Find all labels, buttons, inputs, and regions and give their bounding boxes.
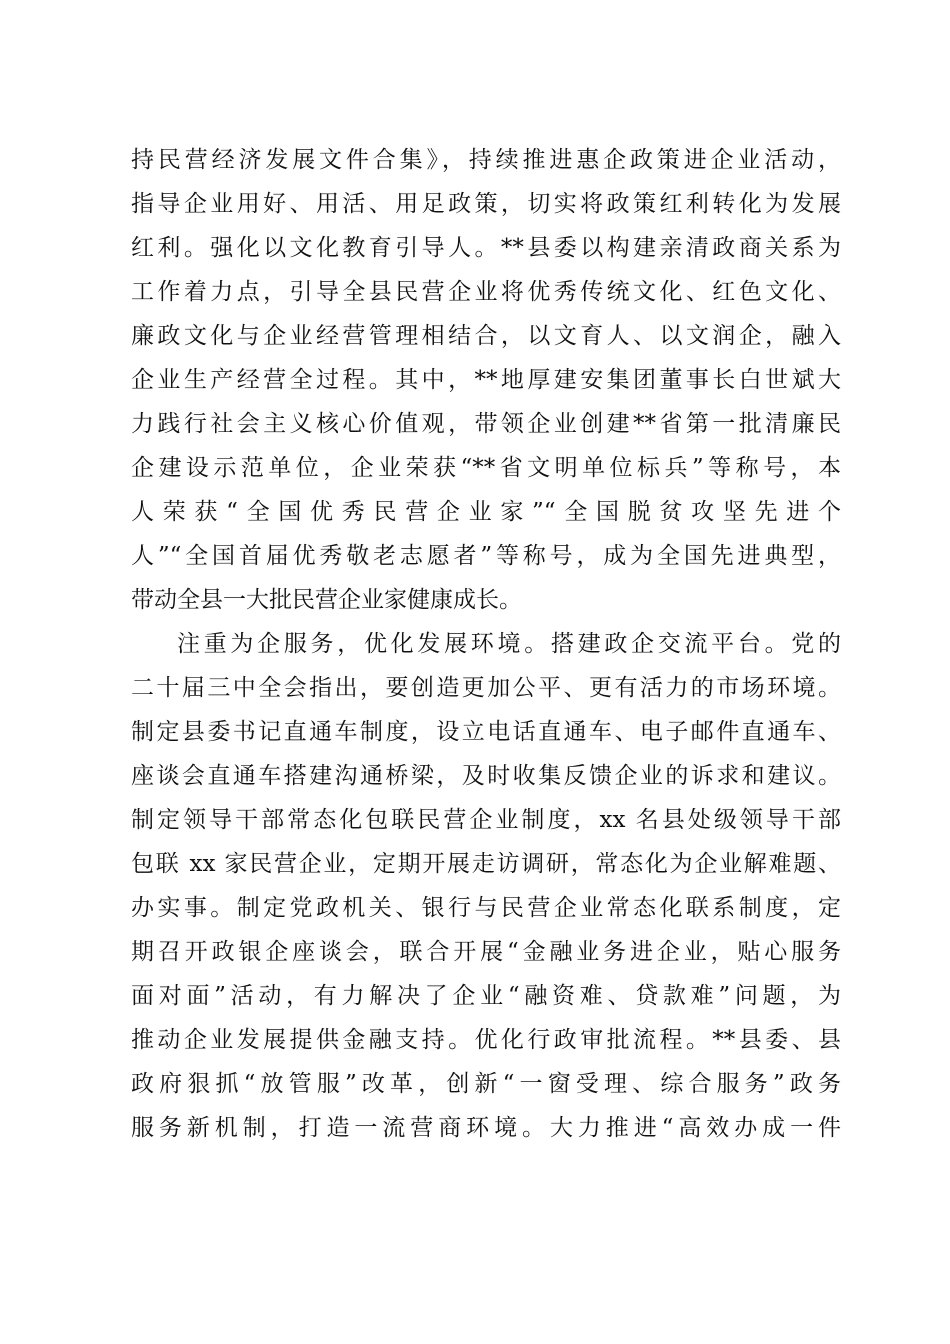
text-line: 红利。强化以文化教育引导人。**县委以构建亲清政商关系为 [131, 235, 841, 261]
text-line: 制定县委书记直通车制度，设立电话直通车、电子邮件直通车、 [131, 719, 841, 745]
text-line: 指导企业用好、用活、用足政策，切实将政策红利转化为发展 [131, 191, 841, 217]
text-line: 力践行社会主义核心价值观，带领企业创建**省第一批清廉民 [131, 411, 841, 437]
text-line: 企业生产经营全过程。其中，**地厚建安集团董事长白世斌大 [131, 367, 841, 393]
text-line: 期召开政银企座谈会，联合开展“金融业务进企业，贴心服务 [131, 939, 841, 965]
text-line: 包联 xx 家民营企业，定期开展走访调研，常态化为企业解难题、 [131, 851, 841, 877]
paragraph-2 [131, 622, 841, 1150]
text-line: 政府狠抓“放管服”改革，创新“一窗受理、综合服务”政务 [131, 1071, 841, 1097]
text-line: 人”“全国首届优秀敬老志愿者”等称号，成为全国先进典型， [131, 543, 841, 569]
text-line: 带动全县一大批民营企业家健康成长。 [131, 587, 522, 613]
text-line: 企建设示范单位，企业荣获“**省文明单位标兵”等称号，本 [131, 455, 841, 481]
document-body [131, 138, 841, 1150]
text-line: 廉政文化与企业经营管理相结合，以文育人、以文润企，融入 [131, 323, 841, 349]
text-line: 人荣获“全国优秀民营企业家”“全国脱贫攻坚先进个 [131, 499, 841, 525]
text-line: 办实事。制定党政机关、银行与民营企业常态化联系制度，定 [131, 895, 841, 921]
paragraph-1 [131, 138, 841, 622]
text-line: 制定领导干部常态化包联民营企业制度，xx 名县处级领导干部 [131, 807, 841, 833]
text-line: 服务新机制，打造一流营商环境。大力推进“高效办成一件 [131, 1115, 841, 1141]
text-line: 二十届三中全会指出，要创造更加公平、更有活力的市场环境。 [131, 675, 841, 701]
text-line: 座谈会直通车搭建沟通桥梁，及时收集反馈企业的诉求和建议。 [131, 763, 841, 789]
text-line: 工作着力点，引导全县民营企业将优秀传统文化、红色文化、 [131, 279, 841, 305]
text-line: 持民营经济发展文件合集》，持续推进惠企政策进企业活动， [131, 147, 841, 173]
text-line: 面对面”活动，有力解决了企业“融资难、贷款难”问题，为 [131, 983, 841, 1009]
text-line: 推动企业发展提供金融支持。优化行政审批流程。**县委、县 [131, 1027, 841, 1053]
text-line: 注重为企服务，优化发展环境。搭建政企交流平台。党的 [177, 631, 841, 657]
